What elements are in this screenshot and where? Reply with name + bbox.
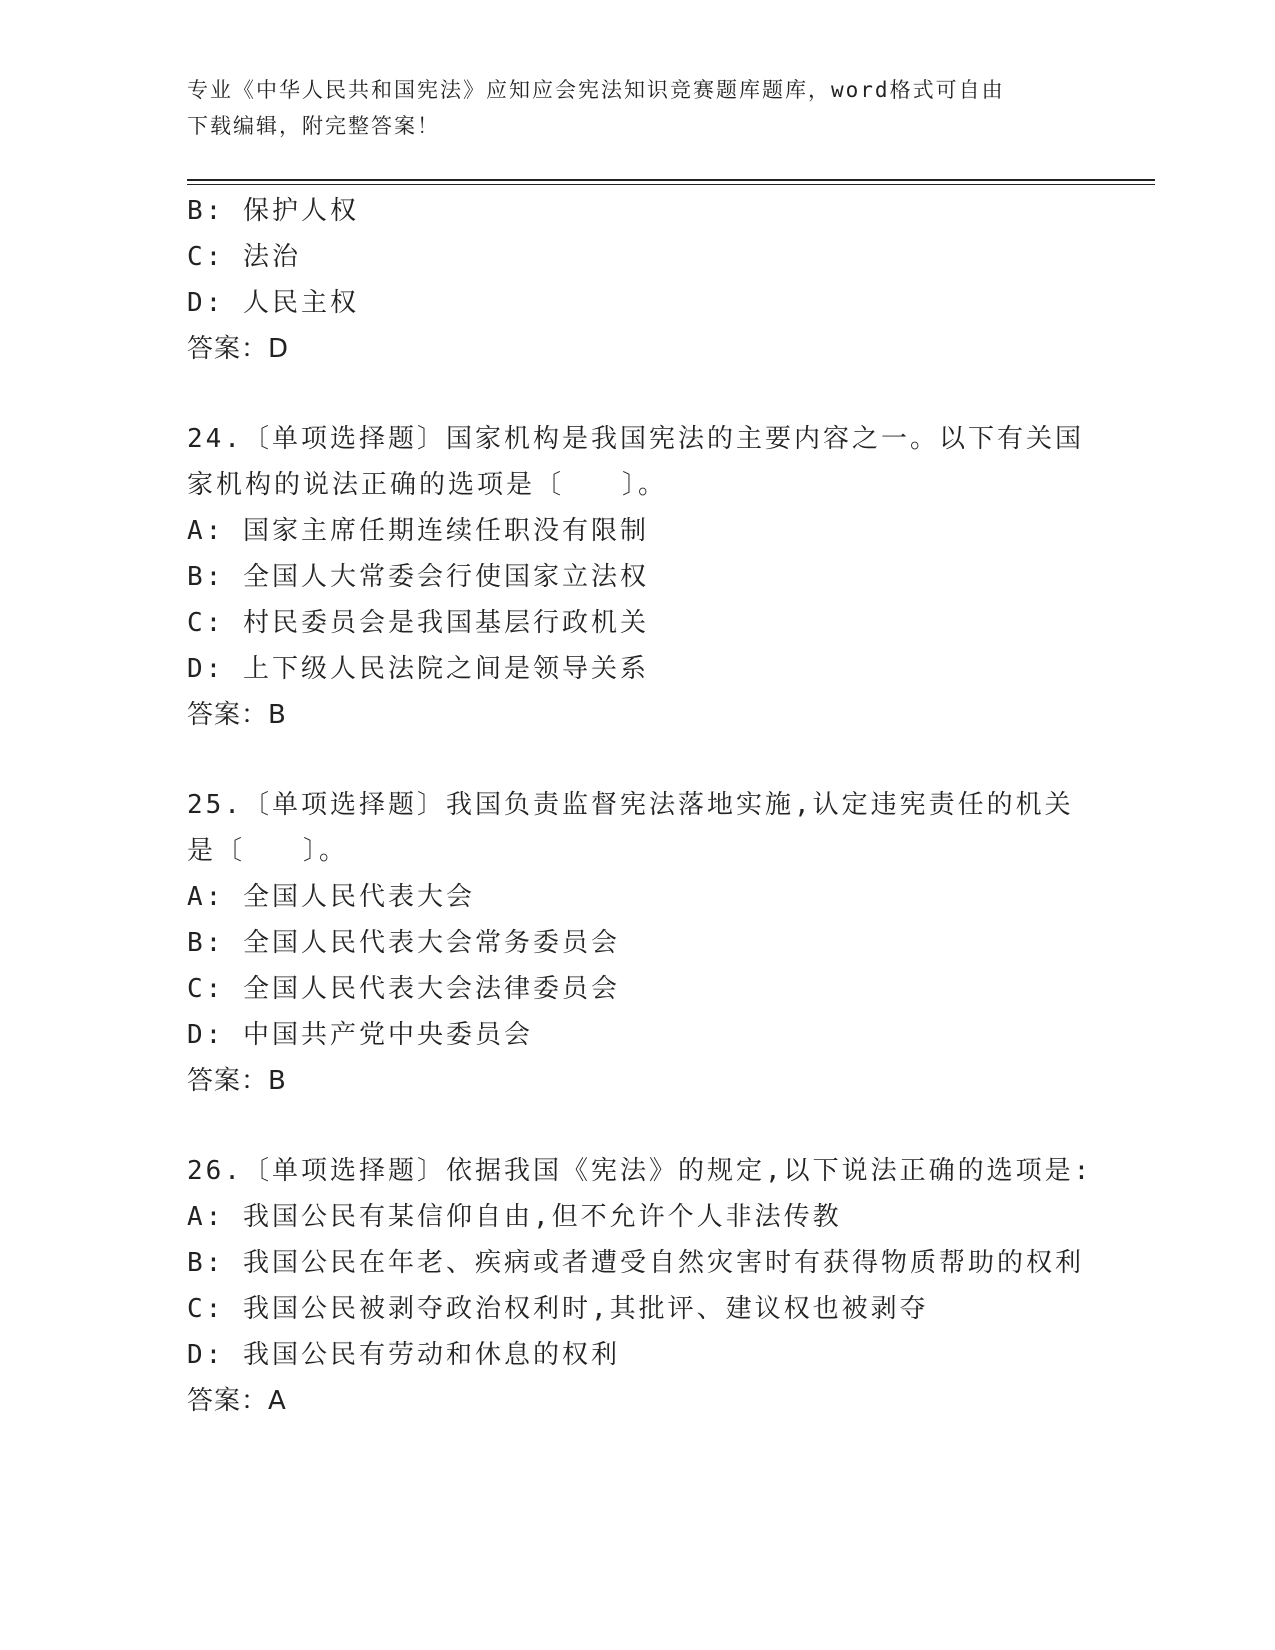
document-header [187, 72, 1067, 144]
option-d: D: 我国公民有劳动和休息的权利 [187, 1340, 620, 1370]
option-a: A: 国家主席任期连续任职没有限制 [187, 516, 649, 546]
option-b: B: 全国人大常委会行使国家立法权 [187, 562, 649, 592]
option-d: D: 上下级人民法院之间是领导关系 [187, 654, 649, 684]
answer-line: 答案：A [187, 1386, 287, 1416]
spacer [187, 738, 1087, 782]
answer-line: 答案：D [187, 334, 290, 364]
option-c: C: 全国人民代表大会法律委员会 [187, 974, 620, 1004]
question-text-line-2: 是〔 〕。 [187, 836, 349, 866]
question-text-line-1: 25.〔单项选择题〕我国负责监督宪法落地实施,认定违宪责任的机关 [187, 790, 1074, 820]
answer-line: 答案：B [187, 700, 287, 730]
header-divider-thin [187, 184, 1155, 185]
option-b: B: 保护人权 [187, 196, 359, 226]
option-b: B: 全国人民代表大会常务委员会 [187, 928, 620, 958]
question-block-26 [187, 1148, 1093, 1424]
option-c: C: 法治 [187, 242, 301, 272]
header-divider-thick [187, 179, 1155, 181]
option-d: D: 中国共产党中央委员会 [187, 1020, 533, 1050]
answer-line: 答案：B [187, 1066, 287, 1096]
option-d: D: 人民主权 [187, 288, 359, 318]
question-block-24 [187, 416, 1087, 738]
option-a: A: 全国人民代表大会 [187, 882, 475, 912]
question-text-line-1: 26.〔单项选择题〕依据我国《宪法》的规定,以下说法正确的选项是: [187, 1156, 1093, 1186]
header-line-2: 下载编辑，附完整答案！ [187, 114, 440, 138]
question-block-25 [187, 782, 1087, 1104]
option-c: C: 我国公民被剥夺政治权利时,其批评、建议权也被剥夺 [187, 1294, 929, 1324]
question-text-line-1: 24.〔单项选择题〕国家机构是我国宪法的主要内容之一。以下有关国 [187, 424, 1084, 454]
question-block-23 [187, 188, 1087, 372]
spacer [187, 1104, 1087, 1148]
option-b: B: 我国公民在年老、疾病或者遭受自然灾害时有获得物质帮助的权利 [187, 1248, 1084, 1278]
question-text-line-2: 家机构的说法正确的选项是〔 〕。 [187, 470, 668, 500]
option-a: A: 我国公民有某信仰自由,但不允许个人非法传教 [187, 1202, 842, 1232]
option-c: C: 村民委员会是我国基层行政机关 [187, 608, 649, 638]
header-line-1: 专业《中华人民共和国宪法》应知应会宪法知识竞赛题库题库，word格式可自由 [187, 78, 1005, 102]
spacer [187, 372, 1087, 416]
question-list [187, 188, 1093, 1424]
